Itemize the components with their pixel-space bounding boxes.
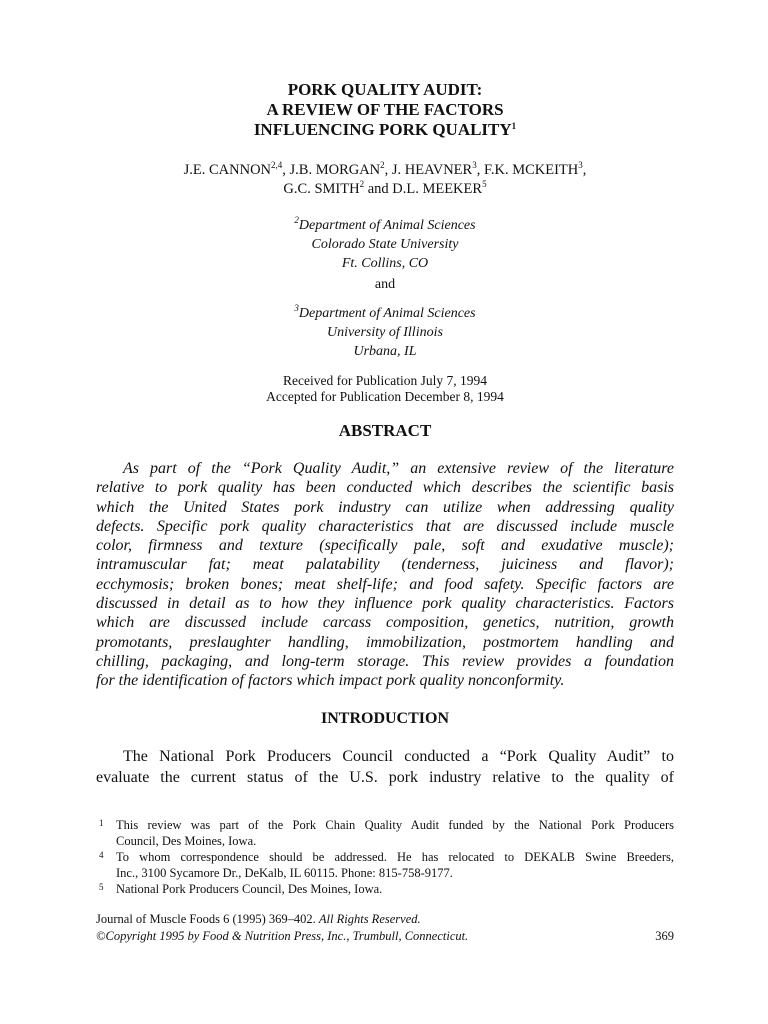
affiliation-colorado: $^2$Department of Animal Sciences Colorado State University Ft. Collins, CO (294, 215, 476, 271)
abstract-line: for the identification of factors which impact pork quality nonconformity. (96, 672, 565, 690)
footnote-1: 1 This review was part of the Pork Chain Quality Audit funded by the National Pork Producers Council, Des Moines, Iowa. (96, 817, 674, 849)
author-line-2: G.C. SMITH$^2$ and D.L. MEEKER$^5$ (283, 179, 487, 197)
journal-citation: Journal of Muscle Foods 6 (1995) 369–402. All Rights Reserved. (96, 912, 421, 926)
introduction-heading: INTRODUCTION (320, 710, 449, 727)
abstract-line: chilling, packaging, and long-term storage. This review provides a foundation (96, 652, 674, 670)
title-footnote-mark: 1 (511, 121, 517, 131)
abstract-line: As part of the “Pork Quality Audit,” an extensive review of the literature (123, 460, 674, 477)
abstract-line: discussed in detail as to how they influence pork quality characteristics. Factors (96, 595, 674, 613)
introduction-body (96, 746, 674, 788)
abstract-line: which the United States pork industry can utilize when addressing quality (96, 498, 674, 516)
abstract-line: relative to pork quality has been conducted which describes the scientific basis (96, 479, 674, 497)
received-date: Received for Publication July 7, 1994 (283, 373, 487, 388)
title-line-3: INFLUENCING PORK QUALITY$^1$ (253, 120, 517, 139)
abstract-line: defects. Specific pork quality characteristics that are discussed include muscle (96, 517, 674, 535)
footnote-5: 5 National Pork Producers Council, Des Moines, Iowa. (96, 881, 674, 897)
abstract-line: intramuscular fat; meat palatability (tenderness, juiciness and flavor); (96, 556, 674, 574)
abstract-body (96, 459, 674, 691)
affiliation-illinois: $^3$Department of Animal Sciences University of Illinois Urbana, IL (294, 303, 476, 359)
abstract-line: color, firmness and texture (specifically pale, soft and exudative muscle); (96, 537, 674, 555)
intro-line: The National Pork Producers Council conducted a “Pork Quality Audit” to (123, 748, 674, 765)
abstract-line: which are discussed include carcass composition, genetics, nutrition, growth (96, 614, 674, 632)
author-line-1: J.E. CANNON$^{2,4}$, J.B. MORGAN$^2$, J. HEAVNER$^3$, F.K. MCKEITH$^3$, (183, 160, 587, 178)
accepted-date: Accepted for Publication December 8, 1994 (266, 389, 504, 404)
affiliation-separator: and (374, 277, 396, 292)
footnote-mark: 1 (99, 818, 104, 828)
page-number: 369 (655, 929, 674, 943)
journal-copyright-row (96, 928, 674, 945)
journal-footer (96, 911, 674, 945)
abstract-line: promotants, preslaughter handling, immobilization, postmortem handling and (96, 633, 674, 651)
intro-line: evaluate the current status of the U.S. pork industry relative to the quality of (96, 769, 674, 786)
title-line-2: A REVIEW OF THE FACTORS (266, 100, 504, 119)
footnote-mark: 4 (99, 850, 104, 860)
footnotes (96, 817, 674, 897)
footnote-mark: 5 (99, 882, 104, 892)
paper-title (96, 80, 674, 140)
abstract-heading: ABSTRACT (338, 421, 432, 440)
footnote-4: 4 To whom correspondence should be addressed. He has relocated to DEKALB Swine Breeders, Inc., 3100 Sycamore Dr., DeKalb, IL 60115. Phone: 815-758-9177. (96, 849, 674, 881)
author-list (96, 161, 674, 199)
publication-dates (96, 373, 674, 405)
title-line-1: PORK QUALITY AUDIT: (287, 80, 483, 99)
copyright-notice: ©Copyright 1995 by Food & Nutrition Press, Inc., Trumbull, Connecticut. (96, 929, 469, 943)
abstract-line: ecchymosis; broken bones; meat shelf-life; and food safety. Specific factors are (96, 575, 674, 593)
